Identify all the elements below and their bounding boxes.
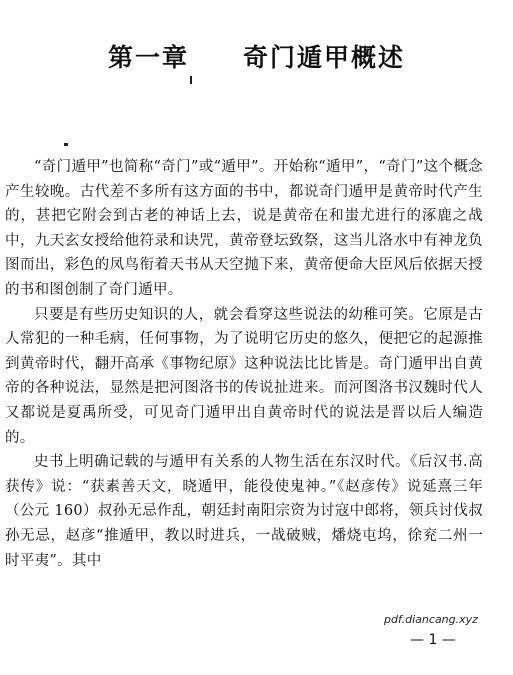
- page-number: — 1 —: [410, 632, 456, 648]
- scan-speck: [64, 143, 68, 146]
- paragraph: 史书上明确记载的与遁甲有关系的人物生活在东汉时代。《后汉书.高获传》说：“获素善天文，晓遁甲，能役使鬼神。”《赵彦传》说延熹三年（公元 160）叔孙无忌作乱，朝廷封南阳宗资为讨寇中郎将，领兵讨伐叔孙无忌，赵彦“推遁甲，教以时进兵，一战破贼，燔烧屯坞，徐兖二州一时平夷”。其中: [5, 454, 483, 569]
- source-watermark: pdf.diancang.xyz: [384, 613, 478, 626]
- chapter-title: 第一章 奇门遁甲概述: [107, 43, 405, 72]
- paragraph: “奇门遁甲”也简称“奇门”或“遁甲”。开始称“遁甲”，“奇门”这个概念产生较晚。古代差不多所有这方面的书中，都说奇门遁甲是黄帝时代产生的，甚把它附会到古老的神话上去，说是黄帝在和蚩尤进行的涿鹿之战中，九天玄女授给他符录和诀咒，黄帝登坛致祭，这当儿洛水中有神龙负图而出，彩色的凤鸟衔着天书从天空抛下来，黄帝便命大臣风后依据天授的书和图创制了奇门遁甲。: [5, 159, 483, 298]
- scan-speck: [190, 76, 192, 84]
- paragraph: 只要是有些历史知识的人，就会看穿这些说法的幼稚可笑。它原是古人常犯的一种毛病，任何事物，为了说明它历史的悠久，便把它的起源推到黄帝时代，翻开高承《事物纪原》这种说法比比皆是。奇门遁甲出自黄帝的各种说法，显然是把河图洛书的传说扯进来。而河图洛书汉魏时代人又都说是夏禹所受，可见奇门遁甲出自黄帝时代的说法是晋以后人编造的。: [5, 306, 483, 446]
- chapter-body: [5, 155, 483, 573]
